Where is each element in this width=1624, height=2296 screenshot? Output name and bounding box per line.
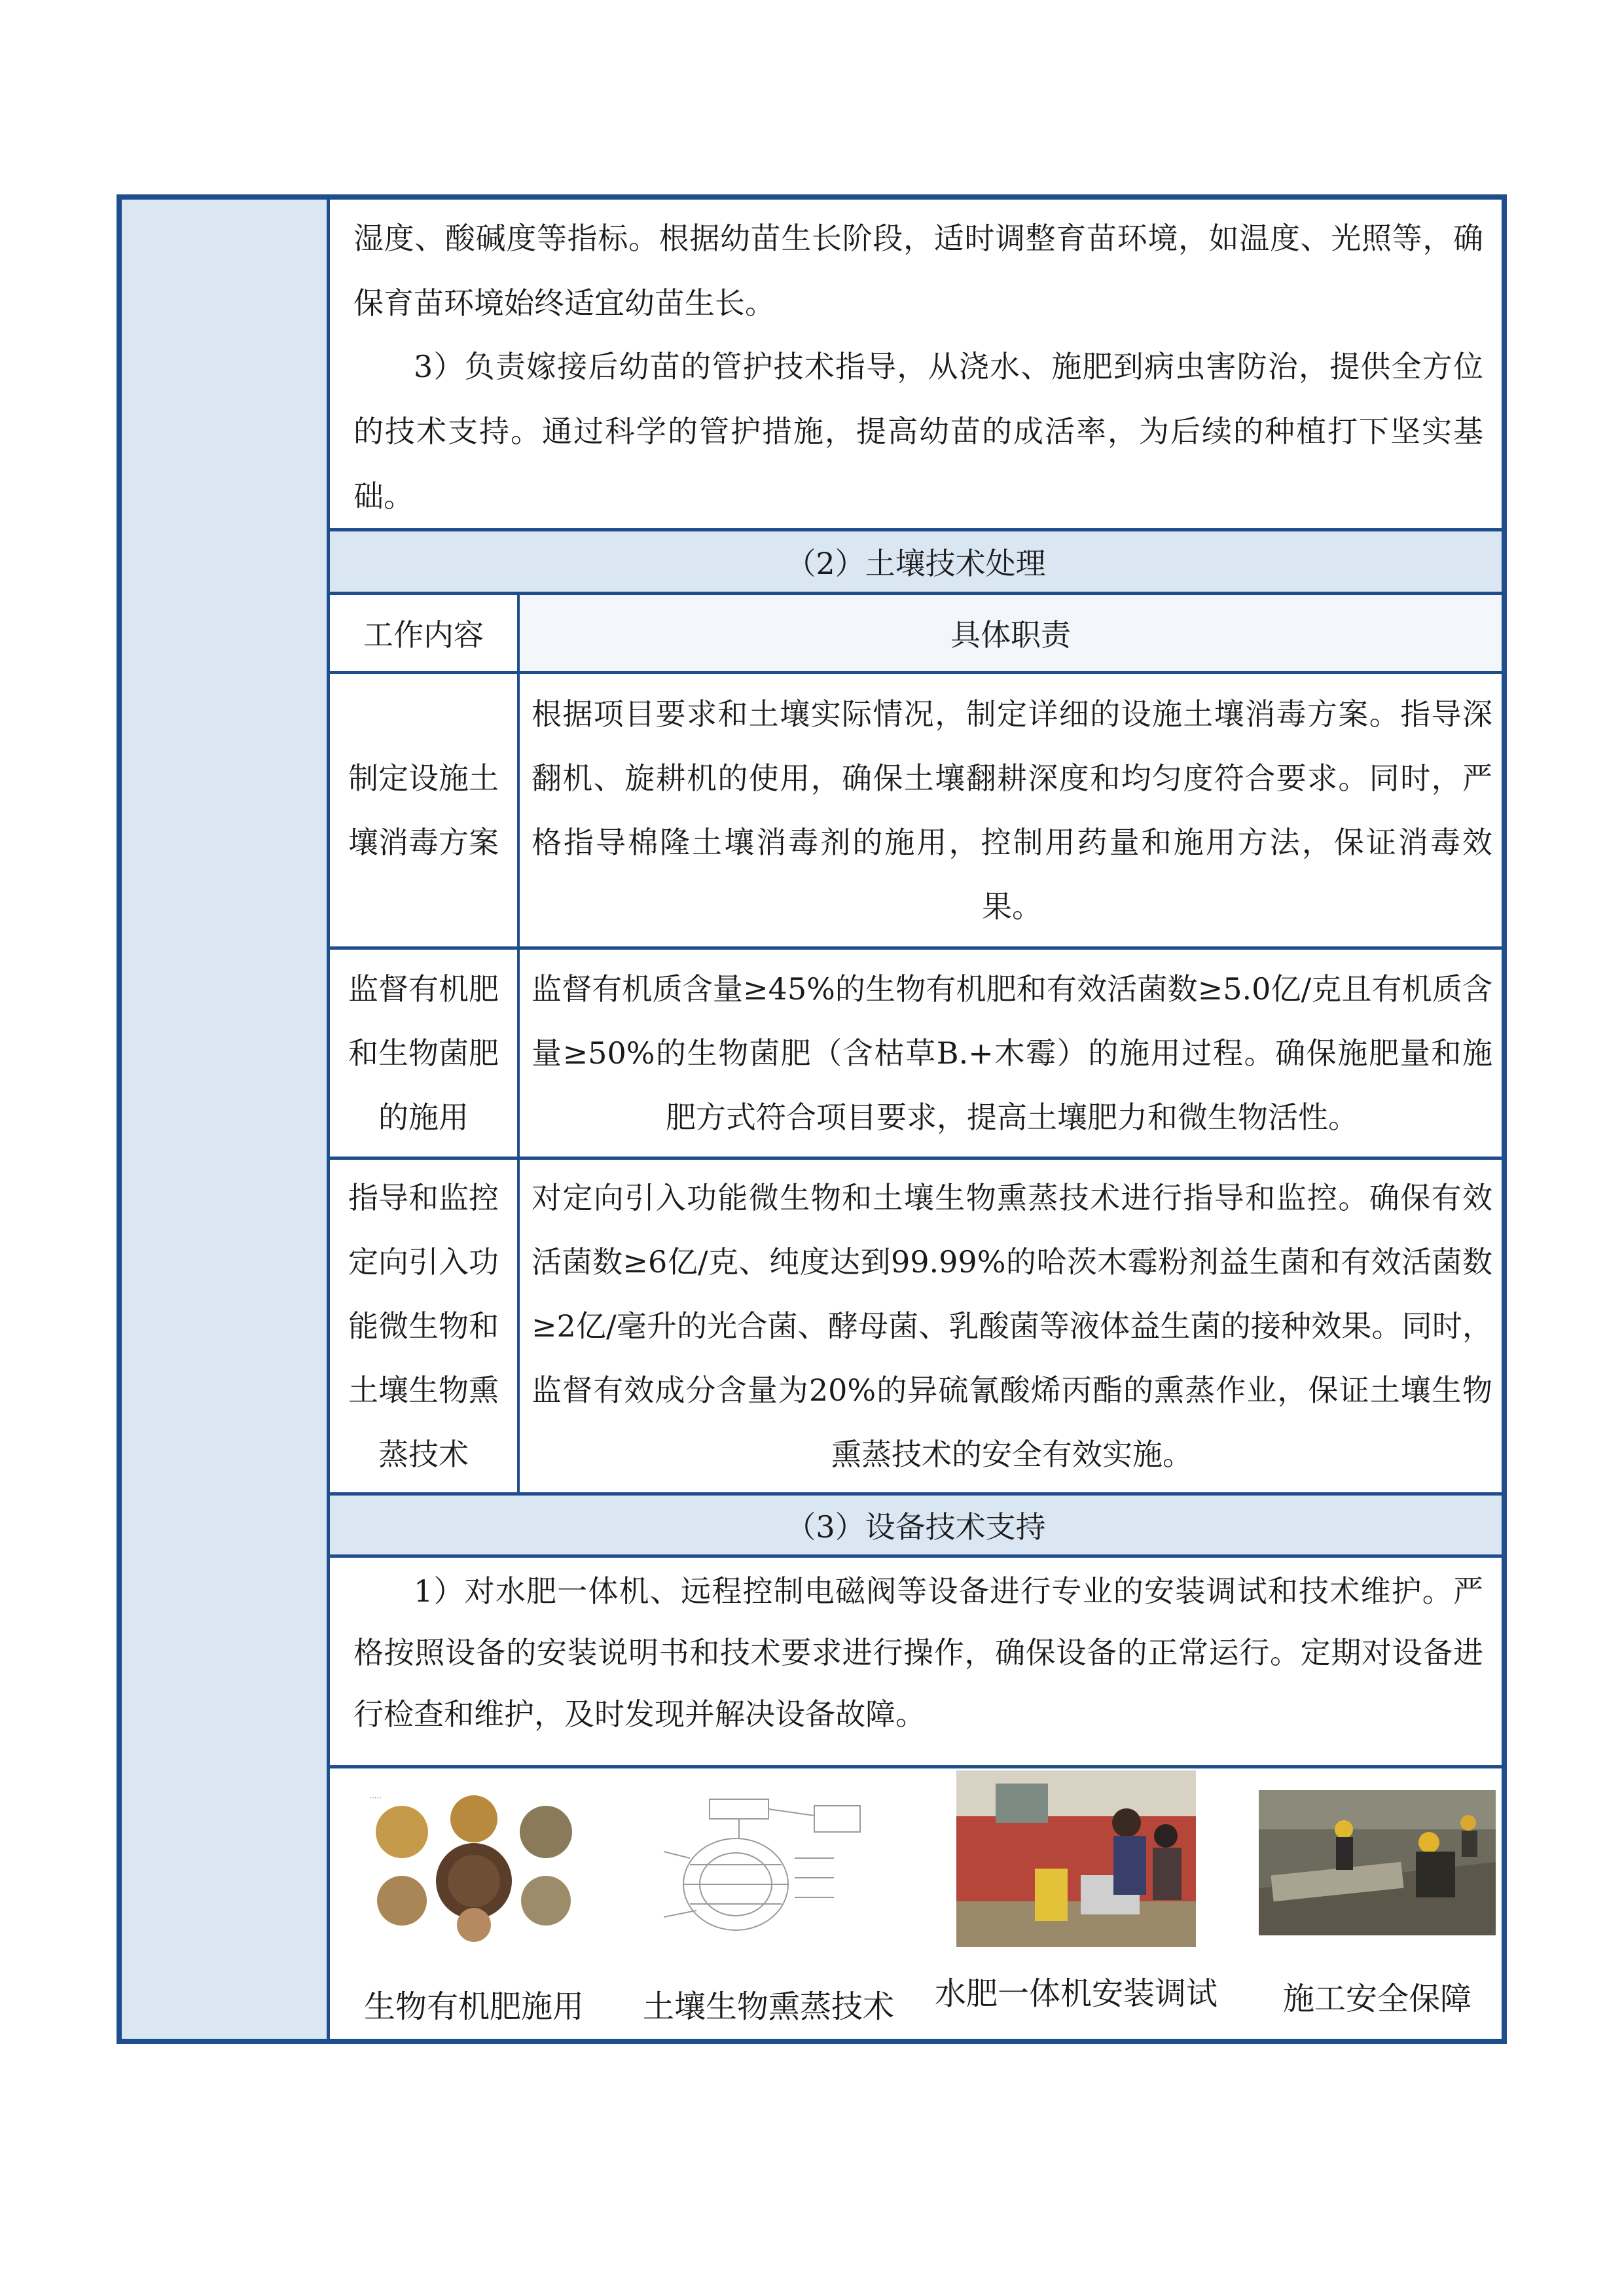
figure-caption: 水肥一体机安装调试 bbox=[934, 1975, 1218, 2012]
figure-caption: 生物有机肥施用 bbox=[363, 1988, 584, 2025]
equipment-paragraph bbox=[330, 1558, 1502, 1745]
task-cell: 制定设施土壤消毒方案 bbox=[348, 761, 499, 860]
section-title: （3）设备技术支持 bbox=[785, 1509, 1046, 1545]
column-divider bbox=[517, 595, 520, 1492]
table-row bbox=[330, 1160, 1502, 1492]
continued-paragraph bbox=[330, 206, 1502, 336]
content-column bbox=[330, 200, 1502, 2039]
figure-caption: 土壤生物熏蒸技术 bbox=[642, 1988, 894, 2025]
paragraph-text: 3）负责嫁接后幼苗的管护技术指导，从浇水、施肥到病虫害防治，提供全方位的技术支持。通过科学的管护措施，提高幼苗的成活率，为后续的种植打下坚实基础。 bbox=[353, 349, 1483, 514]
figure-organic-fertilizer bbox=[330, 1786, 618, 2026]
figure-irrigation bbox=[932, 1786, 1220, 2013]
care-guidance-paragraph bbox=[330, 334, 1502, 529]
header-work-content: 工作内容 bbox=[330, 595, 517, 671]
irrigation-install-photo-icon bbox=[956, 1770, 1196, 1947]
section-title: （2）土壤技术处理 bbox=[785, 546, 1046, 581]
section-heading-soil bbox=[330, 531, 1502, 592]
organic-fertilizer-photo-icon bbox=[356, 1786, 592, 1943]
table-row bbox=[330, 950, 1502, 1157]
duty-cell bbox=[520, 950, 1502, 1157]
duty-text: 对定向引入功能微生物和土壤生物熏蒸技术进行指导和监控。确保有效活菌数≥6亿/克、纯度达到99.99%的哈茨木霉粉剂益生菌和有效活菌数≥2亿/毫升的光合菌、酵母菌、乳酸菌等液体益生菌的接种效果。同时，监督有效成分含量为20%的异硫氰酸烯丙酯的熏蒸作业，保证土壤生物熏蒸技术的安全有效实施。 bbox=[532, 1180, 1492, 1472]
section-heading-equipment bbox=[330, 1496, 1502, 1554]
figure-caption: 施工安全保障 bbox=[1282, 1981, 1471, 2017]
fumigation-diagram-icon bbox=[651, 1786, 886, 1943]
duty-text: 监督有机质含量≥45%的生物有机肥和有效活菌数≥5.0亿/克且有机质含量≥50%的生物菌肥（含枯草B.+木霉）的施用过程。确保施肥量和施肥方式符合项目要求，提高土壤肥力和微生物活性。 bbox=[532, 971, 1492, 1135]
paragraph-text: 湿度、酸碱度等指标。根据幼苗生长阶段，适时调整育苗环境，如温度、光照等，确保育苗环境始终适宜幼苗生长。 bbox=[353, 221, 1483, 321]
task-cell: 指导和监控定向引入功能微生物和土壤生物熏蒸技术 bbox=[348, 1180, 499, 1472]
paragraph-text: 1）对水肥一体机、远程控制电磁阀等设备进行专业的安装调试和技术维护。严格按照设备的安装说明书和技术要求进行操作，确保设备的正常运行。定期对设备进行检查和维护，及时发现并解决设备故障。 bbox=[353, 1573, 1483, 1732]
svg-text:·····: ····· bbox=[369, 1793, 382, 1803]
duty-text: 根据项目要求和土壤实际情况，制定详细的设施土壤消毒方案。指导深翻机、旋耕机的使用，确保土壤翻耕深度和均匀度符合要求。同时，严格指导棉隆土壤消毒剂的施用，控制用药量和施用方法，保证消毒效果。 bbox=[532, 696, 1492, 924]
table-row bbox=[330, 674, 1502, 946]
duty-cell bbox=[520, 1160, 1502, 1492]
figure-safety bbox=[1233, 1786, 1521, 2018]
document-table bbox=[117, 194, 1507, 2044]
duty-cell bbox=[520, 674, 1502, 946]
divider bbox=[330, 1765, 1502, 1768]
task-cell: 监督有机肥和生物菌肥的施用 bbox=[348, 971, 499, 1135]
figure-fumigation bbox=[624, 1786, 912, 2026]
header-duties: 具体职责 bbox=[520, 595, 1502, 671]
table-header-row bbox=[330, 595, 1502, 671]
construction-safety-photo-icon bbox=[1259, 1790, 1496, 1935]
left-label-column bbox=[122, 200, 330, 2039]
